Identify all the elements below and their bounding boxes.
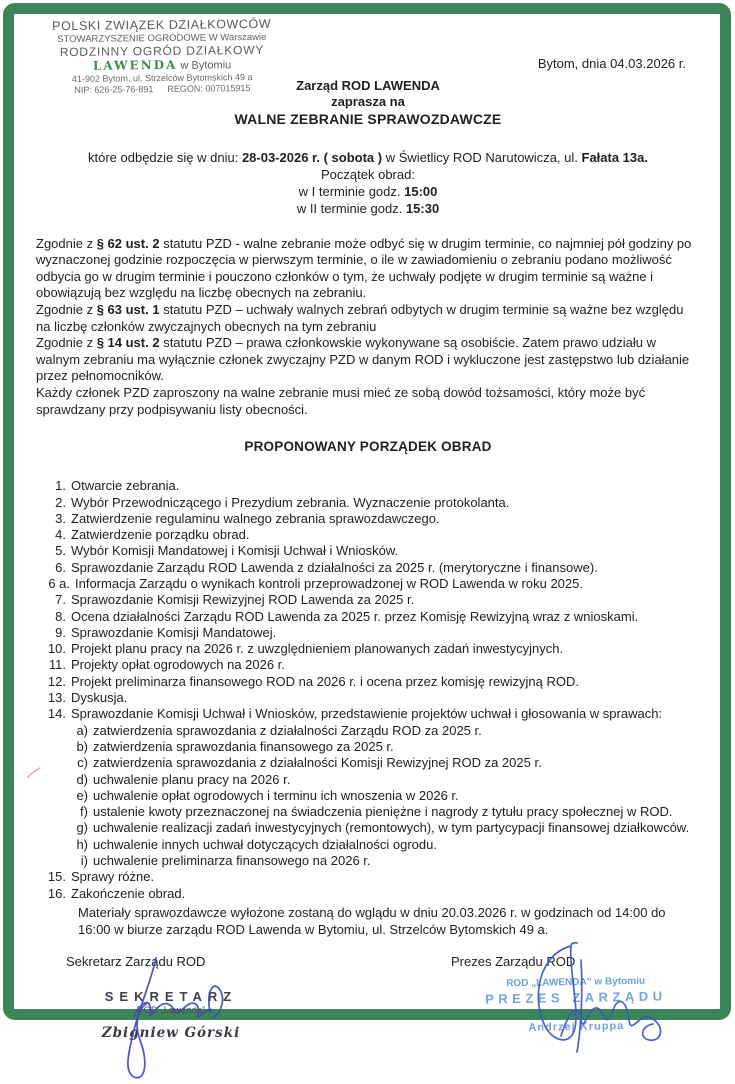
agenda-item-num: 9. — [55, 624, 66, 640]
legal-p3-text: statutu PZD – prawa członkowskie wykonywane są osobiście. Zatem prawo udziału w walnym zebraniu ma wyłącznie członek zwyczajny PZD w danym ROD i wykluczone jest zastępstwo lub działanie przez pełnomocników. — [36, 335, 690, 384]
agenda-sub-item-text: uchwalenie opłat ogrodowych i terminu ich wnoszenia w 2026 r. — [93, 787, 459, 803]
org-stamp-city: w Bytomiu — [177, 59, 232, 72]
agenda-item — [36, 706, 700, 722]
term2-time: 15:30 — [405, 200, 440, 216]
agenda-sub-item-num: e) — [76, 787, 88, 803]
term1-line — [36, 184, 700, 201]
invitation-middle: w Świetlicy ROD Narutowicza, ul. — [382, 150, 582, 165]
agenda-sub-item — [36, 820, 700, 836]
org-stamp-address: 41-902 Bytom, ul. Strzelców Bytomskich 49 a — [71, 72, 253, 85]
agenda-item — [36, 495, 700, 511]
agenda-item-num: 3. — [55, 510, 66, 526]
agenda-sub-item-text: zatwierdzenia sprawozdania finansowego za 2025 r. — [93, 738, 394, 754]
agenda-sub-item — [36, 804, 700, 820]
agenda-sub-item-text: zatwierdzenia sprawozdania z działalności Zarządu ROD za 2025 r. — [93, 722, 482, 738]
legal-p4: Każdy członek PZD zaproszony na walne zebranie musi mieć ze sobą dowód tożsamości, który może być sprawdzany przy podpisywaniu listy obecności. — [36, 385, 646, 417]
legal-p2 — [36, 302, 700, 335]
secretary-stamp-org: ROD „Lawenda” — [136, 1005, 206, 1017]
agenda-item-text: Sprawy różne. — [71, 869, 155, 885]
agenda-item-text: Projekty opłat ogrodowych na 2026 r. — [71, 657, 285, 673]
agenda-item-text: Zatwierdzenie porządku obrad. — [71, 527, 250, 543]
secretary-stamp-role: SEKRETARZ — [104, 989, 238, 1005]
date-line: Bytom, dnia 04.03.2026 r. — [537, 56, 686, 71]
invitation-prefix: które odbędzie się w dniu: — [88, 150, 242, 165]
agenda-item — [36, 478, 700, 494]
agenda-list — [36, 478, 700, 902]
agenda-sub-item-text: uchwalenie realizacji zadań inwestycyjnych (remontowych), w tym partycypacji finansowej działkowców. — [93, 820, 690, 836]
agenda-item — [36, 511, 700, 527]
invitation-line — [36, 150, 700, 165]
document-header — [36, 16, 700, 134]
agenda-sub-item-text: ustalenie kwoty przeznaczonej na świadczenia pieniężne i nagrody z tytułu pracy społecznej w ROD. — [93, 804, 673, 820]
agenda-item — [36, 690, 700, 706]
agenda-item-text: Sprawozdanie Zarządu ROD Lawenda z działalności za 2025 r. (merytoryczne i finansowe). — [71, 559, 598, 575]
agenda-sub-item-text: zatwierdzenia sprawozdania z działalności Komisji Rewizyjnej ROD za 2025 r. — [93, 755, 542, 771]
agenda-item-text: Informacja Zarządu o wynikach kontroli przeprowadzonej w ROD Lawenda w roku 2025. — [75, 575, 583, 591]
legal-p1-ref: § 62 ust. 2 — [96, 235, 160, 251]
agenda-item — [36, 592, 700, 608]
agenda-item-num: 2. — [55, 494, 66, 510]
agenda-item-num: 4. — [55, 527, 66, 543]
stray-pen-mark — [26, 766, 42, 780]
agenda-item-text: Sprawozdanie Komisji Uchwał i Wniosków, przedstawienie projektów uchwał i głosowania w sprawach: — [71, 706, 663, 722]
legal-p3-ref: § 14 ust. 2 — [96, 335, 160, 351]
legal-p2-text: statutu PZD – uchwały walnych zebrań odbytych w drugim terminie są ważne bez względu na liczbę członków zwyczajnych obecnych na tym zebraniu — [36, 302, 684, 334]
document-content — [14, 14, 720, 1042]
agenda-item-num: 8. — [55, 608, 66, 624]
title-line3: WALNE ZEBRANIE SPRAWOZDAWCZE — [234, 110, 502, 127]
title-line1: Zarząd ROD LAWENDA — [296, 78, 440, 93]
agenda-sub-item-text: uchwalenie innych uchwał dotyczących działalności ogrodu. — [93, 836, 437, 852]
term1-time: 15:00 — [404, 183, 438, 199]
agenda-item-text: Projekt planu pracy na 2026 r. z uwzględnieniem planowanych zadań inwestycyjnych. — [71, 641, 564, 657]
agenda-sub-item-text: uchwalenie preliminarza finansowego na 2026 r. — [93, 853, 371, 869]
agenda-item-text: Ocena działalności Zarządu ROD Lawenda za 2025 r. przez Komisję Rewizyjną wraz z wnioskami. — [71, 608, 639, 624]
legal-p1 — [36, 236, 700, 302]
agenda-sub-item-num: d) — [76, 771, 88, 787]
agenda-sub-item-num: g) — [76, 820, 88, 836]
agenda-item — [36, 641, 700, 657]
agenda-item — [36, 609, 700, 625]
agenda-sub-item-num: a) — [76, 722, 88, 738]
materials-note: Materiały sprawozdawcze wyłożone zostaną do wglądu w dniu 20.03.2026 r. w godzinach od 14:00 do 16:00 w biurze zarządu ROD Lawenda w Bytomiu, ul. Strzelców Bytomskich 49 a. — [78, 904, 666, 937]
terms-label: Początek obrad: — [321, 167, 415, 182]
agenda-item-text: Otwarcie zebrania. — [71, 478, 180, 494]
president-stamp-org: ROD „LAWENDA” w Bytomiu — [506, 975, 646, 990]
agenda-item-num: 13. — [47, 690, 66, 706]
president-signature-block — [451, 954, 731, 1033]
agenda-item-text: Zatwierdzenie regulaminu walnego zebrania sprawozdawczego. — [71, 510, 440, 526]
agenda-item-num: 6 a. — [48, 575, 70, 591]
agenda-item-num: 14. — [47, 706, 66, 722]
agenda-item — [36, 576, 700, 592]
legal-p2-ref: § 63 ust. 1 — [96, 302, 160, 318]
term2-prefix: w II terminie godz. — [296, 200, 406, 216]
agenda-sub-item-num: c) — [77, 755, 88, 771]
term1-prefix: w I terminie godz. — [298, 183, 405, 199]
president-stamp-name: Andrzej Kruppa — [528, 1020, 625, 1034]
agenda-item-num: 1. — [55, 478, 66, 494]
org-stamp-regon: REGON: 007015915 — [167, 82, 251, 94]
org-stamp-line3: RODZINNY OGRÓD DZIAŁKOWY — [59, 42, 265, 60]
org-stamp-brand: LAWENDA — [92, 57, 178, 73]
agenda-item-num: 11. — [48, 657, 66, 673]
agenda-heading: PROPONOWANY PORZĄDEK OBRAD — [244, 439, 492, 455]
agenda-item — [36, 543, 700, 559]
agenda-item — [36, 657, 700, 673]
org-stamp-nip: NIP: 626-25-76-891 — [74, 83, 154, 95]
meeting-place: Fałata 13a. — [581, 150, 648, 165]
term2-line — [36, 201, 700, 218]
agenda-item-num: 12. — [47, 673, 66, 689]
agenda-sub-item — [36, 788, 700, 804]
agenda-item-num: 7. — [55, 592, 66, 608]
agenda-item — [36, 869, 700, 885]
president-stamp-role: PREZES ZARZĄDU — [485, 988, 667, 1007]
agenda-sub-item-num: f) — [80, 804, 88, 820]
agenda-sub-item-text: uchwalenie planu pracy na 2026 r. — [93, 771, 291, 787]
agenda-item-num: 16. — [47, 885, 66, 901]
legal-p2-prefix: Zgodnie z — [36, 302, 97, 318]
agenda-sub-item — [36, 739, 700, 755]
agenda-sub-item — [36, 772, 700, 788]
agenda-item-text: Projekt preliminarza finansowego ROD na 2026 r. i ocena przez komisję rewizyjną ROD. — [71, 673, 579, 689]
signatures-section — [36, 954, 700, 1084]
org-stamp-line2: STOWARZYSZENIE OGRODOWE W Warszawie — [57, 31, 267, 45]
president-stamp — [451, 975, 702, 1035]
agenda-item — [36, 527, 700, 543]
secretary-stamp-name: Zbigniew Górski — [101, 1025, 241, 1042]
agenda-sub-item — [36, 853, 700, 869]
secretary-title: Sekretarz Zarządu ROD — [66, 954, 206, 970]
agenda-sub-item — [36, 837, 700, 853]
agenda-sub-item-num: b) — [76, 738, 88, 754]
title-block — [36, 78, 700, 128]
agenda-item-text: Sprawozdanie Komisji Mandatowej. — [71, 624, 277, 640]
agenda-item-num: 6. — [55, 559, 66, 575]
legal-p3-prefix: Zgodnie z — [36, 335, 97, 351]
agenda-item-num: 5. — [55, 543, 66, 559]
legal-p1-text: statutu PZD - walne zebranie może odbyć się w drugim terminie, co najmniej pół godziny po wyznaczonej godzinie rozpoczęcia w pierwszym terminie, o ile w zawiadomieniu o zebraniu podano możliwość odbycia go w drugim terminie i pouczono członków o tym, że uchwały podjęte w drugim terminie są ważne i obowiązują bez względu na liczbę obecnych na zebraniu. — [36, 235, 692, 301]
agenda-item — [36, 625, 700, 641]
agenda-sub-item — [36, 755, 700, 771]
secretary-signature-block — [66, 954, 316, 1041]
meeting-date: 28-03-2026 r. ( sobota ) — [241, 150, 383, 165]
agenda-item — [36, 560, 700, 576]
agenda-sub-item-num: i) — [80, 853, 88, 869]
secretary-stamp — [66, 989, 276, 1041]
agenda-item-text: Sprawozdanie Komisji Rewizyjnej ROD Lawenda za 2025 r. — [71, 592, 415, 608]
president-title: Prezes Zarządu ROD — [451, 954, 576, 970]
agenda-item — [36, 886, 700, 902]
legal-p3 — [36, 335, 700, 385]
org-stamp-line1: POLSKI ZWIĄZEK DZIAŁKOWCÓW — [52, 16, 272, 34]
agenda-sub-item — [36, 723, 700, 739]
agenda-item-text: Wybór Przewodniczącego i Prezydium zebrania. Wyznaczenie protokolanta. — [71, 494, 510, 510]
agenda-item-text: Zakończenie obrad. — [71, 885, 186, 901]
agenda-item — [36, 674, 700, 690]
legal-paragraphs — [36, 236, 700, 419]
agenda-item-text: Dyskusja. — [71, 690, 128, 706]
agenda-sub-item-num: h) — [76, 836, 88, 852]
agenda-item-text: Wybór Komisji Mandatowej i Komisji Uchwał i Wniosków. — [71, 543, 399, 559]
title-line2: zaprasza na — [331, 94, 405, 110]
agenda-item-num: 10. — [47, 641, 66, 657]
meeting-terms — [36, 167, 700, 218]
agenda-item-num: 15. — [47, 869, 66, 885]
legal-p1-prefix: Zgodnie z — [36, 235, 97, 251]
